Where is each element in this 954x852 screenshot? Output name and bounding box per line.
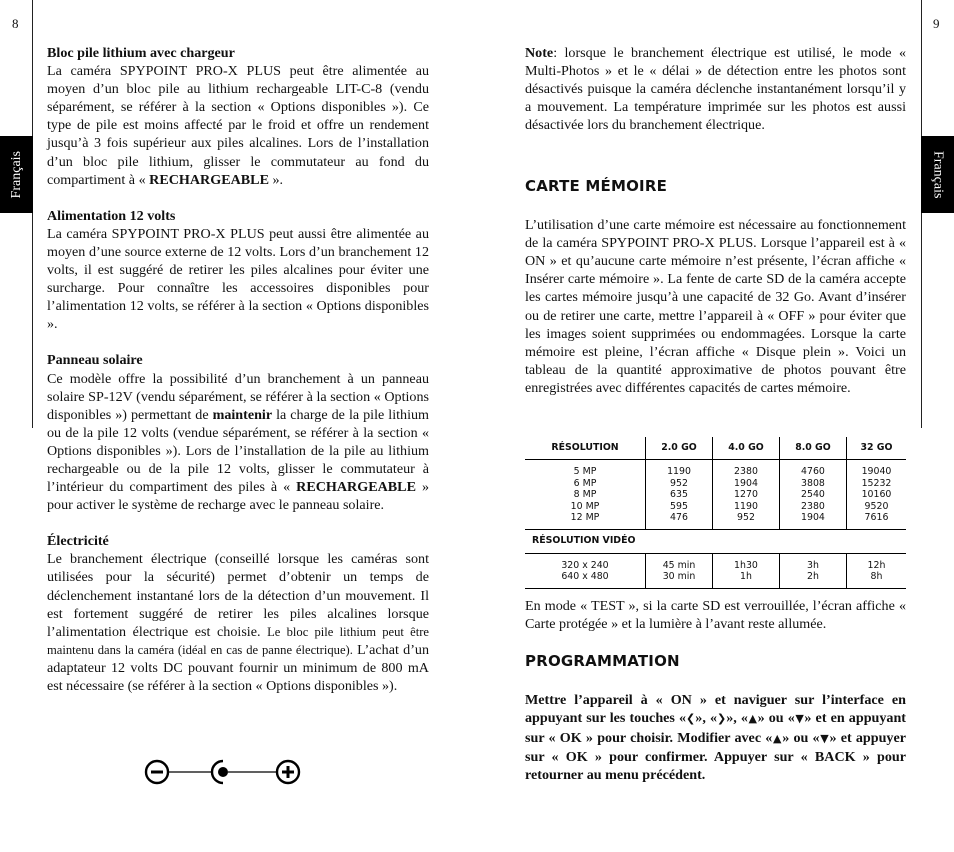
video-resolution-header: RÉSOLUTION VIDÉO bbox=[525, 529, 906, 553]
polarity-symbol-icon bbox=[143, 756, 303, 788]
programming-title: PROGRAMMATION bbox=[525, 652, 680, 670]
table-row bbox=[525, 553, 906, 588]
electricity-text: Le branchement électrique (conseillé lorsque les caméras sont utilisées pour la sécurité) permet d’obtenir un temps de déclenchement instantané lors de la détection d’un mouvement. Il est fortement suggéré de retirer les piles alcalines lorsque l’alimentation électrique est choisie. Le bloc pile lithium peut être maintenu dans la caméra (idéal en cas de panne électrique). L’achat d’un adaptateur 12 volts DC pouvant fournir un minimum de 800 mA est nécessaire (se référer à la section « Options disponibles »). bbox=[47, 551, 429, 694]
memory-text: L’utilisation d’une carte mémoire est nécessaire au fonctionnement de la caméra SPYPOINT PRO-X PLUS. Lorsque l’appareil est à « ON » et qu’aucune carte mémoire n’est présente, l’écran affiche « Insérer carte mémoire ». La fente de carte SD de la caméra accepte les cartes mémoire jusqu’à une capacité de 32 Go. Avant d’insérer ou de retirer une carte, mettre l’appareil à « OFF » pour éviter que les images soient supprimées ou endommagées. Lorsque la carte mémoire est pleine, l’écran affiche « Disque plein ». Voici un tableau de la quantité approximative de photos pouvant être enregistrées avec différentes capacités de cartes mémoire. bbox=[525, 217, 906, 396]
table-cell: 45 min 30 min bbox=[646, 553, 713, 588]
table-header: RÉSOLUTION bbox=[525, 437, 646, 460]
table-cell: 1h30 1h bbox=[712, 553, 779, 588]
arrow-left-icon: ❮ bbox=[686, 712, 696, 726]
table-cell: 3h 2h bbox=[779, 553, 846, 588]
power12v-title: Alimentation 12 volts bbox=[47, 207, 176, 224]
memory-capacity-table bbox=[525, 437, 906, 589]
arrow-right-icon: ❯ bbox=[717, 712, 727, 726]
table-row bbox=[525, 460, 906, 530]
table-cell: 4760 3808 2540 2380 1904 bbox=[779, 460, 846, 530]
table-cell: 19040 15232 10160 9520 7616 bbox=[846, 460, 906, 530]
programming-text: Mettre l’appareil à « ON » et naviguer sur l’interface en appuyant sur les touches «❮», «❯», «▲» ou «▼» et en appuyant sur « OK » pour choisir. Modifier avec «▲» ou «▼» et appuyer sur « OK » pour confirmer. Appuyer sur « BACK » pour retourner au menu précédent. bbox=[525, 692, 906, 784]
programming-section bbox=[525, 652, 906, 785]
section-12v bbox=[47, 207, 429, 334]
solar-text: Ce modèle offre la possibilité d’un branchement à un panneau solaire SP-12V (vendu séparément, se référer à la section « Options disponibles ») permettant de maintenir la charge de la pile lithium ou de la pile 12 volts (vendue séparément, se référer à la section « Options disponibles »). Lors de l’installation de la pile au lithium rechargeable ou de la pile 12 volts, glisser le commutateur à l’intérieur du compartiment des piles à « RECHARGEABLE » pour activer le système de recharge avec le panneau solaire. bbox=[47, 370, 430, 514]
memory-title: CARTE MÉMOIRE bbox=[525, 177, 668, 195]
memory-section bbox=[525, 177, 906, 397]
table-header: 8.0 GO bbox=[779, 437, 846, 460]
left-column bbox=[47, 44, 429, 713]
power12v-text: La caméra SPYPOINT PRO-X PLUS peut aussi être alimentée au moyen d’une source externe de 12 volts. Lors d’un branchement 12 volts, il est suggéré de retirer les piles alcalines pour éviter une surcharge. Pour connaître les accessoires disponibles pour l’alimentation 12 volts, se référer à la section « Options disponibles ». bbox=[47, 225, 429, 333]
section-battery bbox=[47, 44, 429, 189]
left-margin-line bbox=[32, 0, 33, 428]
arrow-up-icon: ▲ bbox=[747, 712, 758, 726]
page-number-left: 8 bbox=[12, 16, 19, 31]
arrow-down-icon: ▼ bbox=[794, 712, 805, 726]
language-tab-left: Français bbox=[0, 136, 33, 213]
table-cell: 12h 8h bbox=[846, 553, 906, 588]
table-header: 32 GO bbox=[846, 437, 906, 460]
right-margin-line bbox=[921, 0, 922, 428]
solar-title: Panneau solaire bbox=[47, 352, 143, 369]
video-header-row bbox=[525, 529, 906, 553]
language-tab-right: Français bbox=[921, 136, 954, 213]
right-column bbox=[525, 44, 906, 134]
battery-text: La caméra SPYPOINT PRO-X PLUS peut être alimentée au moyen d’un bloc pile au lithium rechargeable LIT-C-8 (vendu séparément, se référer à la section « Options disponibles »). Ce type de pile est moins affecté par le froid et offre un rendement jusqu’à 3 fois supérieur aux piles alcalines. Lors de l’installation d’un bloc pile lithium, glisser le commutateur au fond du compartiment à « RECHARGEABLE ». bbox=[47, 63, 429, 188]
table-cell: 2380 1904 1270 1190 952 bbox=[712, 460, 779, 530]
test-mode-text: En mode « TEST », si la carte SD est verrouillée, l’écran affiche « Carte protégée » et la lumière à l’avant reste allumée. bbox=[525, 598, 906, 633]
arrow-up-icon: ▲ bbox=[772, 731, 783, 745]
section-electricity bbox=[47, 532, 429, 695]
table-cell: 5 MP 6 MP 8 MP 10 MP 12 MP bbox=[570, 466, 600, 524]
table-cell: 1190 952 635 595 476 bbox=[646, 460, 713, 530]
table-header: 2.0 GO bbox=[646, 437, 713, 460]
table-cell: 320 x 240 640 x 480 bbox=[525, 553, 646, 588]
electricity-title: Électricité bbox=[47, 533, 109, 550]
arrow-down-icon: ▼ bbox=[819, 731, 830, 745]
battery-title: Bloc pile lithium avec chargeur bbox=[47, 45, 235, 61]
table-header: 4.0 GO bbox=[712, 437, 779, 460]
note-text: Note: lorsque le branchement électrique est utilisé, le mode « Multi-Photos » et le « délai » de détection entre les photos sont désactivés puisque la caméra déclenche instantanément lorsqu’il y a mouvement. La température imprimée sur les photos est aussi désactivée lors du branchement électrique. bbox=[525, 45, 906, 134]
page-number-right: 9 bbox=[933, 16, 940, 31]
section-solar bbox=[47, 351, 429, 514]
